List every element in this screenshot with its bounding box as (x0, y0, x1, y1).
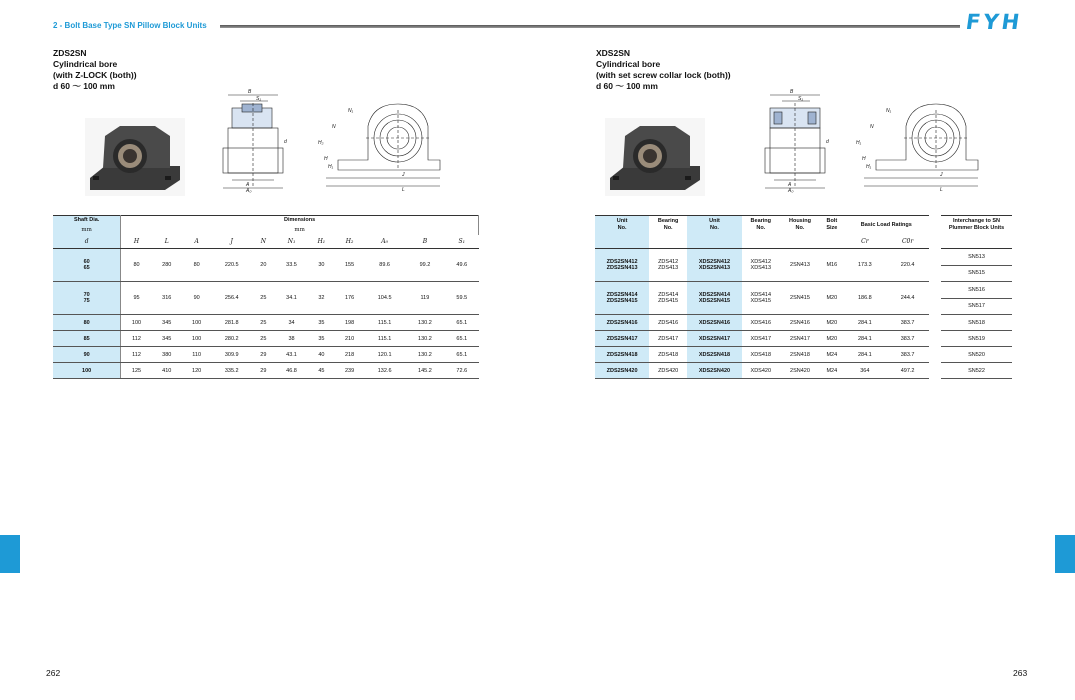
dim-cell: 49.6 (445, 249, 478, 282)
table-row (53, 363, 479, 379)
dim-cell: 239 (335, 363, 365, 379)
series-name: ZDS2SN (53, 48, 87, 58)
col-header-1: Bearing No. (657, 218, 679, 232)
dim-cell: 80 (182, 249, 212, 282)
unit-cell: 383.7 (886, 331, 929, 347)
unit-cell: XDS2SN412 XDS2SN413 (687, 249, 742, 282)
unit-cell: 173.3 (843, 249, 886, 282)
dim-cell: 38 (275, 331, 308, 347)
dim-cell: 65.1 (445, 347, 478, 363)
dim-cell: 65.1 (445, 331, 478, 347)
unit-cell: M16 (820, 249, 843, 282)
right-page-tab (1055, 535, 1075, 573)
series-bore: Cylindrical bore (53, 59, 118, 69)
dim-cell: 120 (182, 363, 212, 379)
dim-cell: 345 (152, 315, 182, 331)
dim-cell: 34 (275, 315, 308, 331)
table-row (53, 282, 479, 315)
table-row (941, 315, 1012, 331)
col-header-2: Unit No. (687, 216, 742, 235)
shaft-dia-cell: 80 (53, 315, 121, 331)
unit-cell: XDS2SN416 (687, 315, 742, 331)
col-header-5: Bolt Size (826, 218, 838, 232)
svg-text:H₁: H₁ (328, 164, 334, 170)
left-product-photo (85, 118, 185, 196)
unit-cell: 2SN413 (780, 249, 820, 282)
dim-cell: 95 (121, 282, 152, 315)
dim-cell: 25 (252, 315, 275, 331)
dim-cell: 46.8 (275, 363, 308, 379)
symbol-6: N₁ (275, 235, 308, 249)
dim-cell: 115.1 (365, 315, 405, 331)
svg-text:B: B (248, 89, 252, 95)
svg-text:L: L (940, 187, 943, 193)
svg-text:d: d (284, 139, 287, 145)
dim-cell: 100 (182, 331, 212, 347)
dim-cell: 280 (152, 249, 182, 282)
interchange-cell: SN513 (941, 249, 1012, 266)
dim-cell: 210 (335, 331, 365, 347)
dim-cell: 35 (308, 315, 334, 331)
dim-cell: 345 (152, 331, 182, 347)
dim-cell: 35 (308, 331, 334, 347)
symbol-0: d (53, 235, 121, 249)
svg-text:S₁: S₁ (256, 96, 261, 102)
symbol-4: J (212, 235, 252, 249)
series-lock: (with set screw collar lock (both)) (596, 70, 731, 80)
unit-table (595, 215, 929, 379)
table-row (595, 315, 929, 331)
dim-cell: 410 (152, 363, 182, 379)
dim-cell: 65.1 (445, 315, 478, 331)
svg-text:H: H (324, 156, 328, 162)
dim-cell: 198 (335, 315, 365, 331)
shaft-dia-cell: 60 65 (53, 249, 121, 282)
shaft-dia-cell: 90 (53, 347, 121, 363)
series-range: d 60 ～ 100 mm (596, 81, 658, 91)
dims-unit: mm (121, 226, 479, 235)
unit-cell: 2SN417 (780, 331, 820, 347)
table-row (595, 331, 929, 347)
symbol-5: N (252, 235, 275, 249)
dim-cell: 145.2 (405, 363, 445, 379)
unit-cell: 364 (843, 363, 886, 379)
unit-cell: M20 (820, 331, 843, 347)
cr-symbol: Cr (843, 235, 886, 249)
dim-cell: 115.1 (365, 331, 405, 347)
col-header-6: Basic Load Ratings (860, 221, 912, 228)
left-series-heading (53, 48, 137, 92)
col-header-3: Bearing No. (750, 218, 772, 232)
dim-cell: 59.5 (445, 282, 478, 315)
table-row (53, 331, 479, 347)
dimensions-header: Dimensions (121, 216, 479, 226)
unit-cell: 383.7 (886, 347, 929, 363)
interchange-table (941, 215, 1012, 379)
dim-cell: 155 (335, 249, 365, 282)
svg-text:A₀: A₀ (246, 188, 252, 193)
unit-cell: 220.4 (886, 249, 929, 282)
left-front-drawing (318, 98, 444, 193)
dim-cell: 29 (252, 347, 275, 363)
symbol-blank (780, 235, 820, 249)
dim-cell: 34.1 (275, 282, 308, 315)
dim-cell: 45 (308, 363, 334, 379)
table-row (941, 282, 1012, 299)
unit-cell: M20 (820, 315, 843, 331)
svg-text:H₁: H₁ (856, 140, 862, 146)
dim-cell: 218 (335, 347, 365, 363)
svg-text:B: B (790, 89, 794, 95)
dim-cell: 20 (252, 249, 275, 282)
table-row (941, 298, 1012, 315)
table-row (941, 363, 1012, 379)
dim-cell: 40 (308, 347, 334, 363)
unit-cell: ZDS414 ZDS415 (649, 282, 687, 315)
unit-cell: ZDS2SN418 (595, 347, 649, 363)
dim-cell: 256.4 (212, 282, 252, 315)
page-number-left: 262 (46, 668, 61, 678)
table-row (595, 363, 929, 379)
unit-cell: ZDS417 (649, 331, 687, 347)
shaft-dia-cell: 70 75 (53, 282, 121, 315)
unit-cell: M20 (820, 282, 843, 315)
unit-cell: ZDS412 ZDS413 (649, 249, 687, 282)
svg-text:N: N (870, 124, 874, 130)
dim-cell: 99.2 (405, 249, 445, 282)
symbol-blank (649, 235, 687, 249)
series-lock: (with Z-LOCK (both)) (53, 70, 137, 80)
svg-text:S₁: S₁ (798, 96, 803, 102)
dim-cell: 104.5 (365, 282, 405, 315)
dim-cell: 380 (152, 347, 182, 363)
dim-cell: 80 (121, 249, 152, 282)
series-range: d 60 ～ 100 mm (53, 81, 115, 91)
dim-cell: 30 (308, 249, 334, 282)
interchange-header: Interchange to SN Plummer Block Units (948, 218, 1005, 232)
table-row (53, 347, 479, 363)
unit-cell: 2SN416 (780, 315, 820, 331)
unit-cell: XDS420 (742, 363, 780, 379)
col-header-0: Unit No. (595, 216, 649, 235)
symbol-10: B (405, 235, 445, 249)
dim-cell: 130.2 (405, 315, 445, 331)
interchange-cell: SN517 (941, 298, 1012, 315)
dimensions-table (53, 215, 479, 379)
svg-text:d: d (826, 139, 829, 145)
svg-text:L: L (402, 187, 405, 193)
shaft-dia-cell: 100 (53, 363, 121, 379)
interchange-cell: SN520 (941, 347, 1012, 363)
svg-text:N: N (332, 124, 336, 130)
dim-cell: 100 (121, 315, 152, 331)
right-product-photo (605, 118, 705, 196)
table-row (595, 282, 929, 315)
dim-cell: 130.2 (405, 331, 445, 347)
header-rule (220, 25, 960, 28)
unit-cell: ZDS2SN420 (595, 363, 649, 379)
svg-text:N₁: N₁ (348, 108, 354, 114)
fyh-logo: FYH (964, 10, 1024, 34)
unit-cell: M24 (820, 363, 843, 379)
svg-text:N₁: N₁ (886, 108, 892, 114)
unit-cell: XDS412 XDS413 (742, 249, 780, 282)
svg-text:H₂: H₂ (318, 140, 324, 146)
dim-cell: 112 (121, 347, 152, 363)
unit-cell: 2SN418 (780, 347, 820, 363)
table-row (941, 331, 1012, 347)
unit-cell: XDS2SN420 (687, 363, 742, 379)
interchange-cell: SN519 (941, 331, 1012, 347)
table-row (941, 265, 1012, 282)
symbol-2: L (152, 235, 182, 249)
table-row (941, 347, 1012, 363)
symbol-3: A (182, 235, 212, 249)
symbol-blank (687, 235, 742, 249)
dim-cell: 130.2 (405, 347, 445, 363)
svg-text:H: H (862, 156, 866, 162)
dim-cell: 29 (252, 363, 275, 379)
symbol-7: H₁ (308, 235, 334, 249)
symbol-1: H (121, 235, 152, 249)
left-side-drawing (218, 88, 298, 193)
svg-text:J: J (402, 172, 405, 178)
svg-text:A₀: A₀ (788, 188, 794, 193)
symbol-blank (742, 235, 780, 249)
dim-cell: 220.5 (212, 249, 252, 282)
dim-cell: 33.5 (275, 249, 308, 282)
series-bore: Cylindrical bore (596, 59, 661, 69)
left-page-tab (0, 535, 20, 573)
shaft-dia-cell: 85 (53, 331, 121, 347)
right-series-heading (596, 48, 731, 92)
dim-cell: 125 (121, 363, 152, 379)
dim-cell: 43.1 (275, 347, 308, 363)
unit-cell: XDS2SN417 (687, 331, 742, 347)
unit-cell: ZDS2SN414 ZDS2SN415 (595, 282, 649, 315)
dim-cell: 176 (335, 282, 365, 315)
symbol-11: S₁ (445, 235, 478, 249)
dim-cell: 112 (121, 331, 152, 347)
shaft-unit: mm (53, 226, 121, 235)
unit-cell: 383.7 (886, 315, 929, 331)
unit-cell: 284.1 (843, 331, 886, 347)
unit-cell: XDS417 (742, 331, 780, 347)
interchange-cell: SN522 (941, 363, 1012, 379)
symbol-blank (820, 235, 843, 249)
dim-cell: 309.9 (212, 347, 252, 363)
unit-cell: ZDS2SN412 ZDS2SN413 (595, 249, 649, 282)
dim-cell: 119 (405, 282, 445, 315)
unit-cell: ZDS420 (649, 363, 687, 379)
svg-text:A: A (788, 182, 792, 188)
unit-cell: XDS418 (742, 347, 780, 363)
unit-cell: XDS2SN414 XDS2SN415 (687, 282, 742, 315)
unit-cell: ZDS418 (649, 347, 687, 363)
dim-cell: 32 (308, 282, 334, 315)
dim-cell: 72.6 (445, 363, 478, 379)
table-row (595, 347, 929, 363)
unit-cell: ZDS2SN416 (595, 315, 649, 331)
right-side-drawing (760, 88, 840, 193)
svg-text:J: J (940, 172, 943, 178)
table-row (595, 249, 929, 282)
unit-cell: XDS416 (742, 315, 780, 331)
interchange-blank (941, 235, 1012, 249)
svg-text:H₁: H₁ (866, 164, 872, 170)
dim-cell: 25 (252, 331, 275, 347)
svg-text:A: A (246, 182, 250, 188)
dim-cell: 120.1 (365, 347, 405, 363)
dim-cell: 25 (252, 282, 275, 315)
symbol-9: A₀ (365, 235, 405, 249)
unit-cell: 186.8 (843, 282, 886, 315)
dim-cell: 335.2 (212, 363, 252, 379)
col-header-4: Housing No. (788, 218, 811, 232)
interchange-cell: SN516 (941, 282, 1012, 299)
dim-cell: 280.2 (212, 331, 252, 347)
unit-cell: XDS2SN418 (687, 347, 742, 363)
page-number-right: 263 (1013, 668, 1028, 678)
unit-cell: ZDS416 (649, 315, 687, 331)
dim-cell: 281.8 (212, 315, 252, 331)
unit-cell: 284.1 (843, 347, 886, 363)
interchange-cell: SN515 (941, 265, 1012, 282)
table-row (53, 249, 479, 282)
dim-cell: 110 (182, 347, 212, 363)
unit-cell: 2SN420 (780, 363, 820, 379)
symbol-blank (595, 235, 649, 249)
right-front-drawing (856, 98, 982, 193)
c0r-symbol: C0r (886, 235, 929, 249)
section-title: 2 - Bolt Base Type SN Pillow Block Units (53, 21, 207, 30)
table-row (941, 249, 1012, 266)
unit-cell: 497.2 (886, 363, 929, 379)
unit-cell: 2SN415 (780, 282, 820, 315)
interchange-cell: SN518 (941, 315, 1012, 331)
dim-cell: 132.6 (365, 363, 405, 379)
series-name: XDS2SN (596, 48, 631, 58)
unit-cell: XDS414 XDS415 (742, 282, 780, 315)
dim-cell: 90 (182, 282, 212, 315)
dim-cell: 89.6 (365, 249, 405, 282)
dim-cell: 100 (182, 315, 212, 331)
unit-cell: 284.1 (843, 315, 886, 331)
table-row (53, 315, 479, 331)
shaft-dia-header: Shaft Dia. (53, 216, 121, 226)
unit-cell: M24 (820, 347, 843, 363)
unit-cell: 244.4 (886, 282, 929, 315)
symbol-8: H₂ (335, 235, 365, 249)
dim-cell: 316 (152, 282, 182, 315)
unit-cell: ZDS2SN417 (595, 331, 649, 347)
